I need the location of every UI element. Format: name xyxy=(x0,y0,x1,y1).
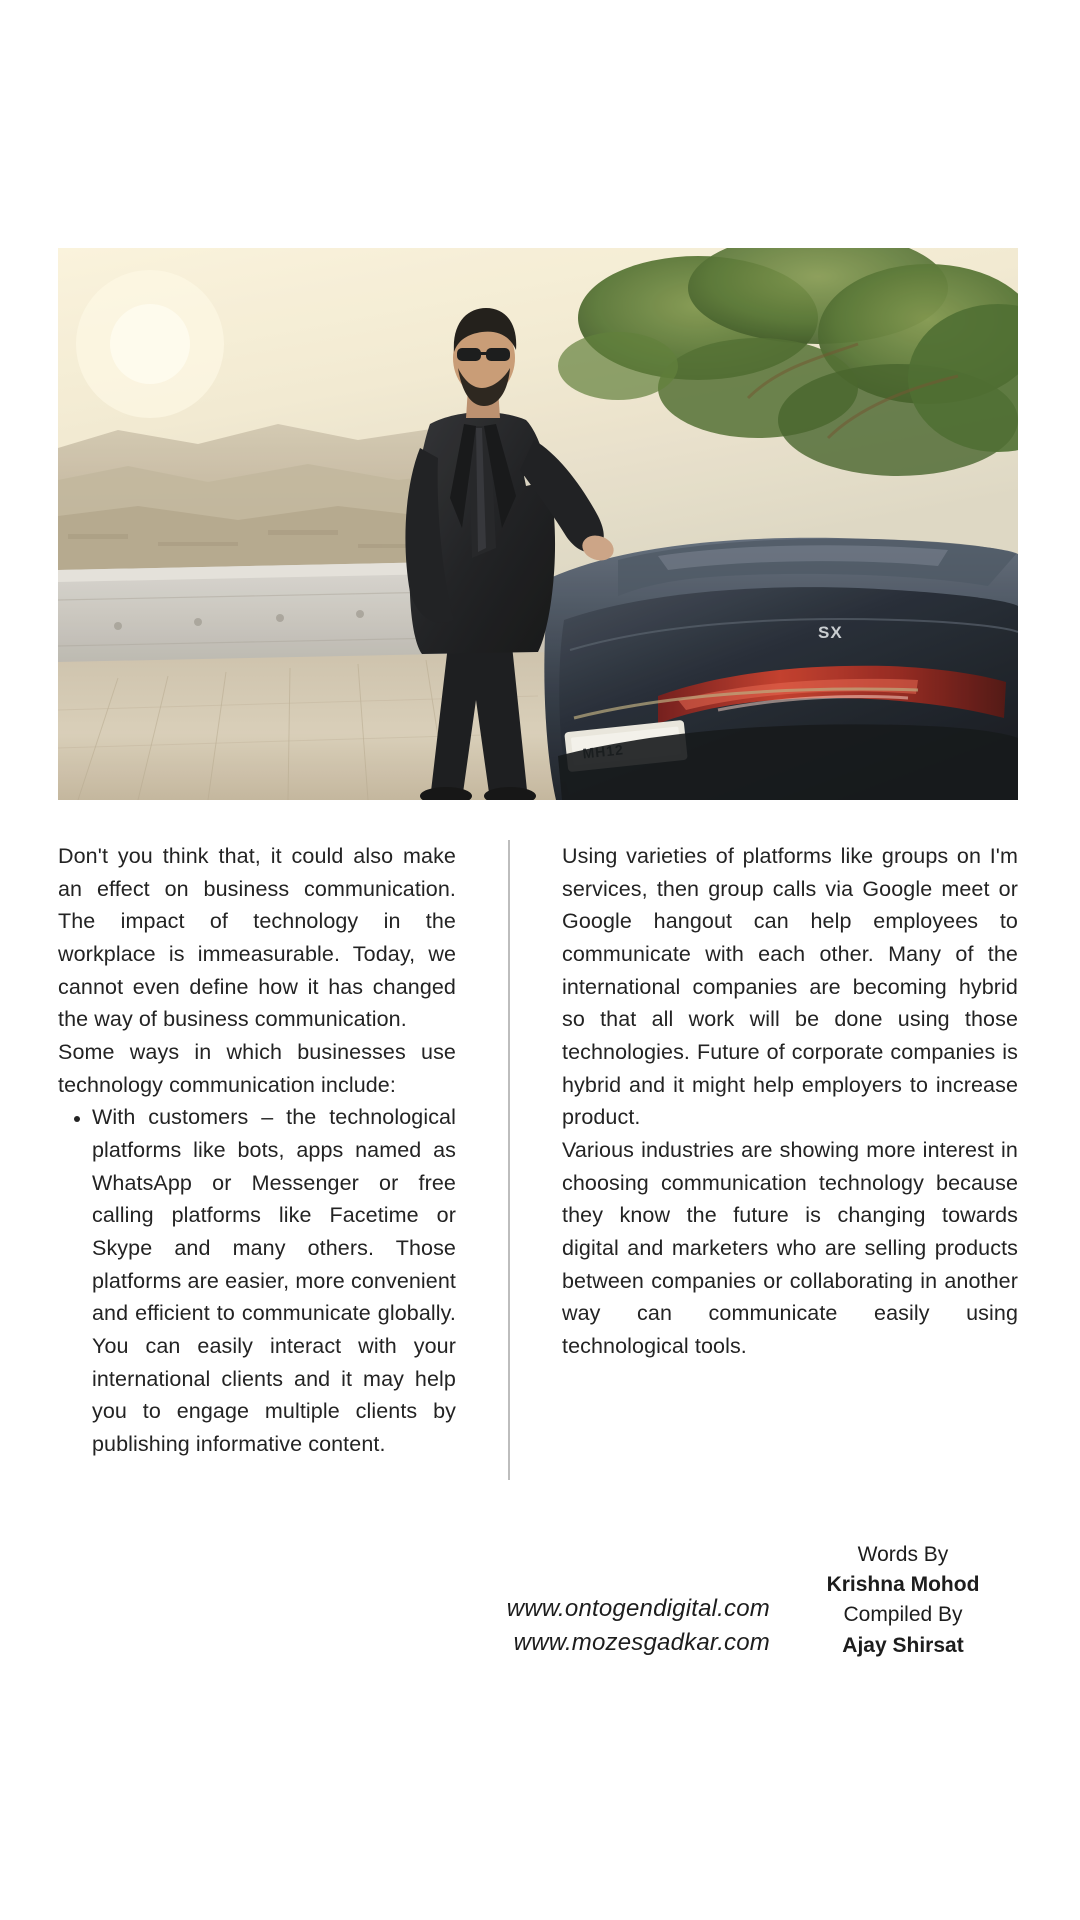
left-paragraph-2: Some ways in which businesses use technology communication include: xyxy=(58,1040,456,1097)
words-by-name: Krishna Mohod xyxy=(826,1573,980,1597)
credits-block xyxy=(788,1540,1018,1661)
words-by-label: Words By xyxy=(857,1543,949,1566)
left-bullet-list xyxy=(58,1101,456,1460)
hero-photo-illustration xyxy=(58,248,1018,800)
footer-credits xyxy=(58,1540,1018,1661)
left-paragraph-1: Don't you think that, it could also make an effect on business communication. The impact of technology in the workplace is immeasurable. Today, we cannot even define how it has changed the way of business communication. xyxy=(58,844,456,1032)
article-body xyxy=(58,840,1018,1480)
two-column-layout xyxy=(58,840,1018,1480)
right-paragraph-1: Using varieties of platforms like groups on I'm services, then group calls via Google meet or Google hangout can help employees to communicate with each other. Many of the international companies are becoming hybrid so that all work will be done using those technologies. Future of corporate companies is hybrid and it might help employers to increase product. xyxy=(562,844,1018,1130)
hero-photo xyxy=(58,248,1018,800)
car-badge-sx: SX xyxy=(818,623,843,642)
right-column xyxy=(510,840,1018,1363)
website-urls xyxy=(507,1540,788,1660)
list-item: • With customers – the technological platforms like bots, apps named as WhatsApp or Messenger or free calling platforms like Facetime or Skype and many others. Those platforms are easier, more convenient and efficient to communicate globally. You can easily interact with your international clients and it may help you to engage multiple clients by publishing informative content. xyxy=(92,1101,456,1460)
url-primary[interactable]: www.ontogendigital.com xyxy=(506,1595,770,1622)
right-paragraph-2: Various industries are showing more interest in choosing communication technology because they know the future is changing towards digital and marketers who are selling products between companies or collaborating in another way can communicate easily using technological tools. xyxy=(562,1138,1018,1359)
compiled-by-name: Ajay Shirsat xyxy=(842,1633,964,1657)
left-column xyxy=(58,840,508,1461)
url-secondary[interactable]: www.mozesgadkar.com xyxy=(513,1629,770,1657)
compiled-by-label: Compiled By xyxy=(843,1603,963,1627)
